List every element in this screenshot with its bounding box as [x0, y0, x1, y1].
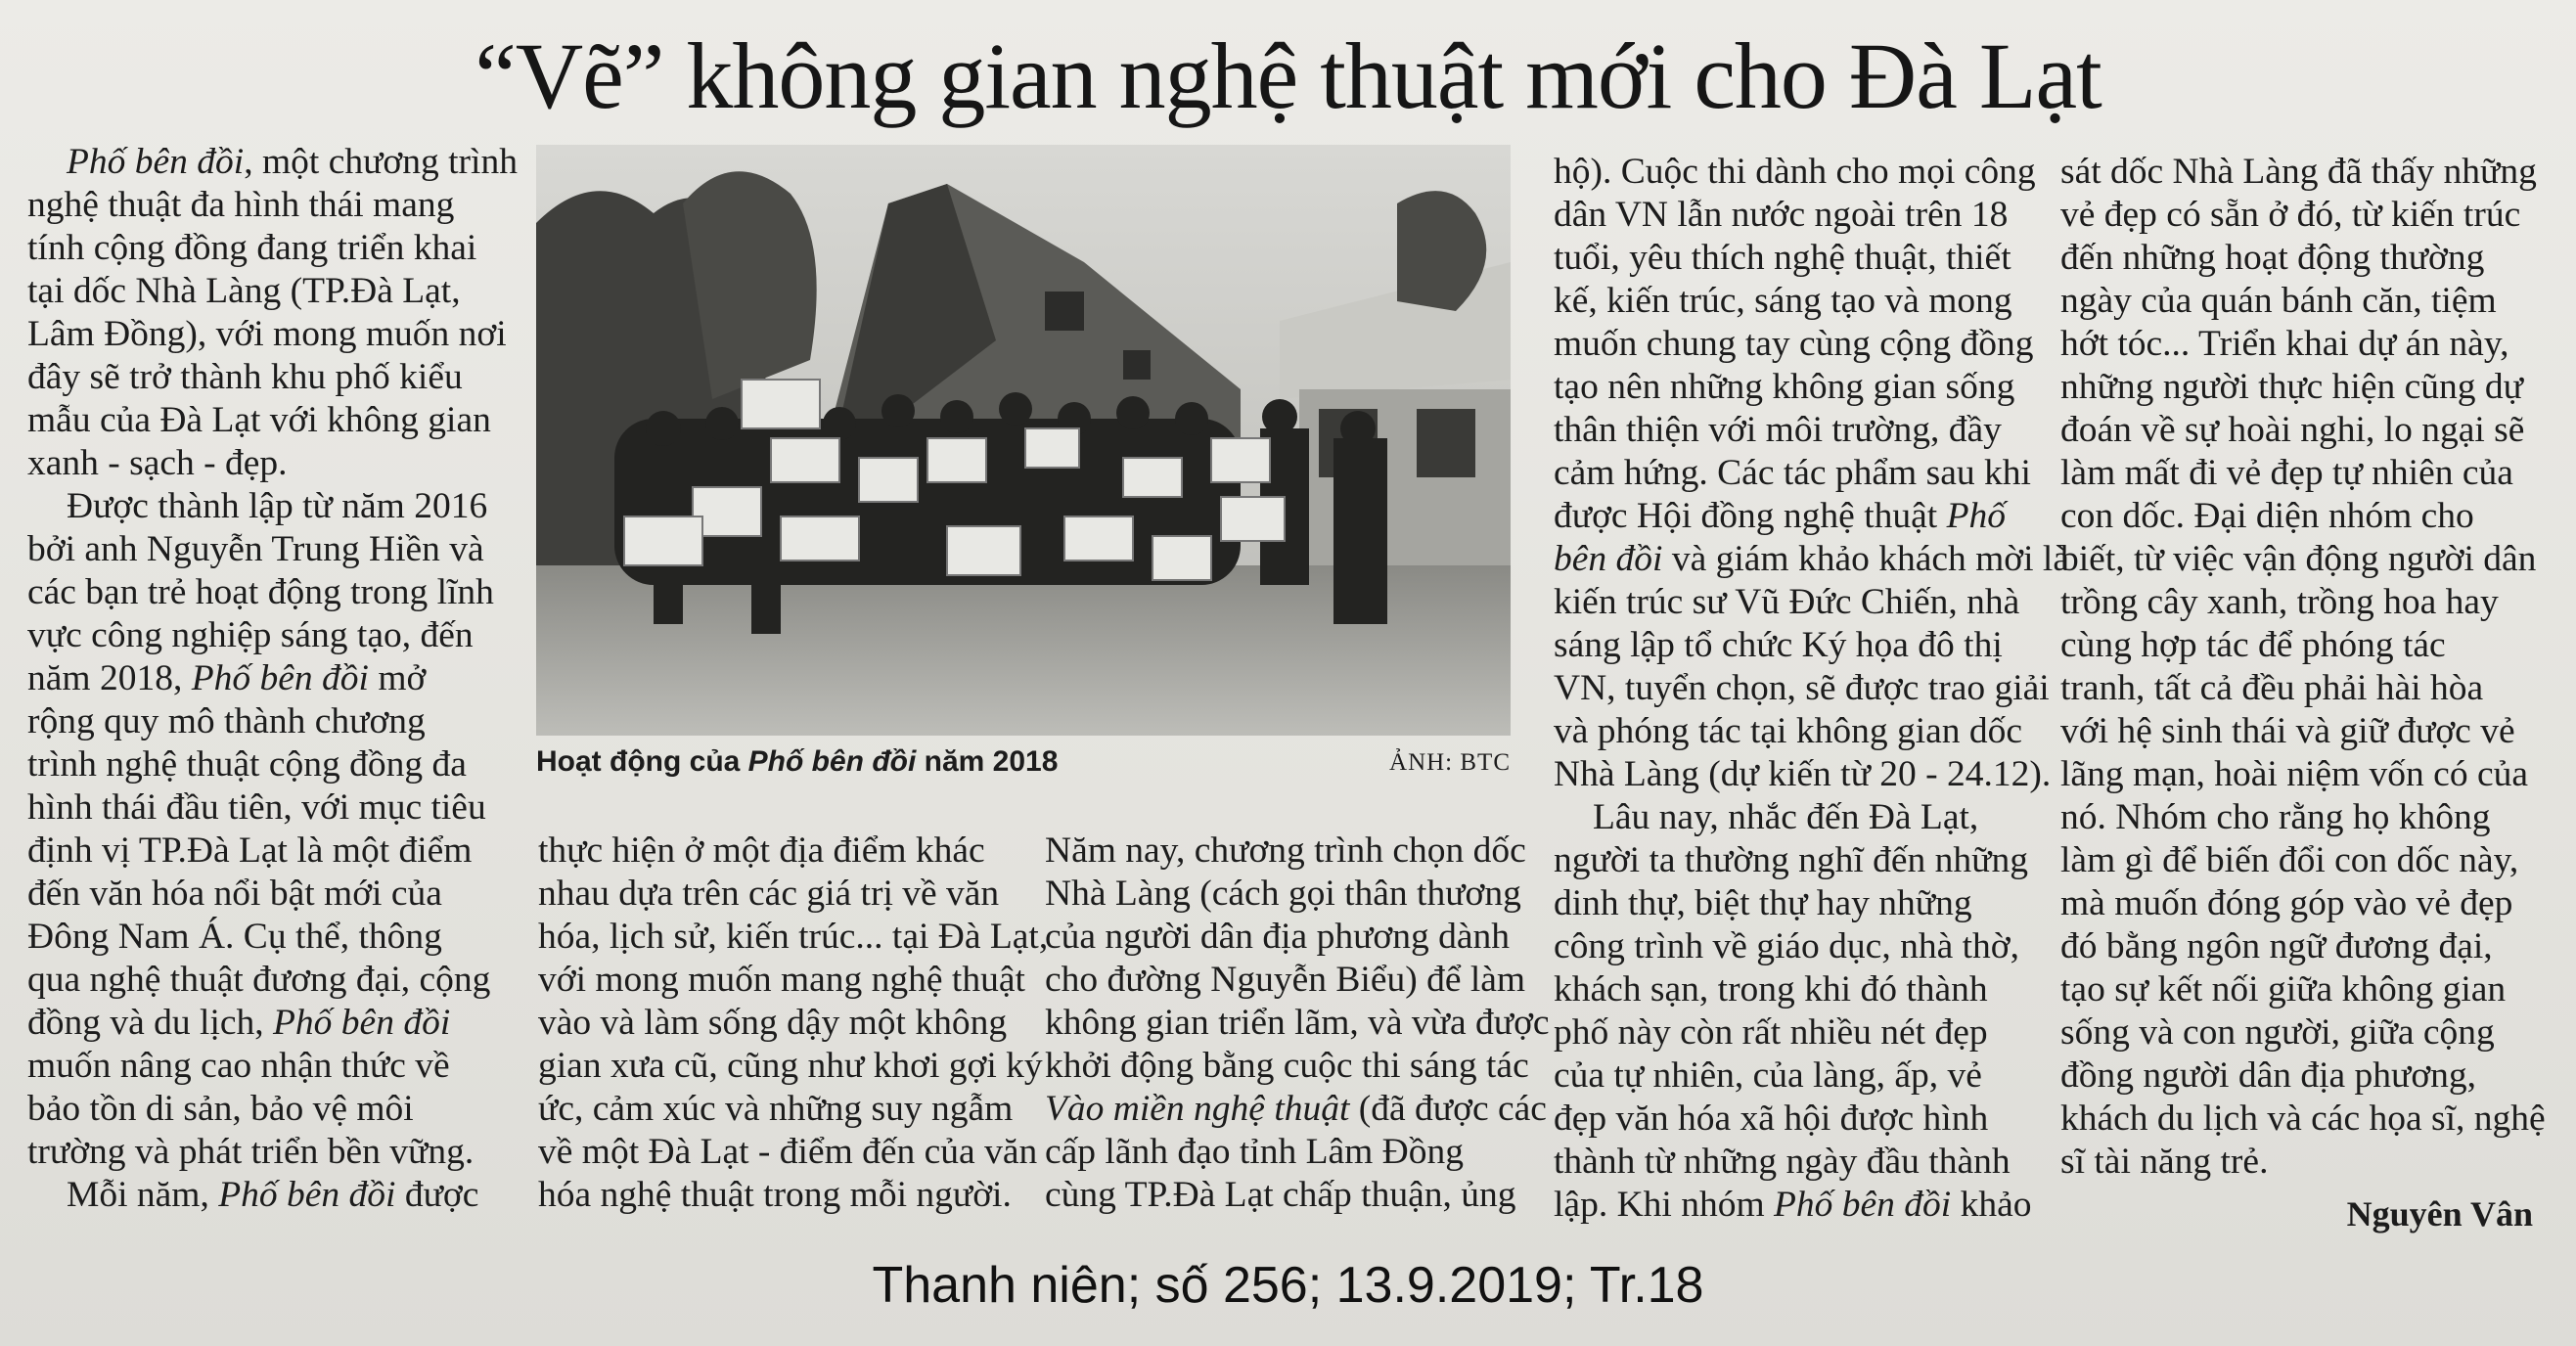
- text-line: lập. Khi nhóm Phố bên đồi khảo: [1554, 1185, 2032, 1225]
- article-column-3: [1045, 830, 1550, 1217]
- text-line: gian xưa cũ, cũng như khơi gợi ký: [538, 1046, 1043, 1086]
- text-line: ức, cảm xúc và những suy ngẫm: [538, 1089, 1014, 1129]
- text-line: Nhà Làng (dự kiến từ 20 - 24.12).: [1554, 754, 2052, 794]
- text-line: lãng mạn, hoài niệm vốn có của: [2060, 754, 2528, 794]
- text-line: cấp lãnh đạo tỉnh Lâm Đồng: [1045, 1132, 1465, 1172]
- text-line: những người thực hiện cũng dự: [2060, 367, 2523, 407]
- text-line: Năm nay, chương trình chọn dốc: [1045, 830, 1526, 871]
- text-line: vực công nghiệp sáng tạo, đến: [27, 615, 474, 655]
- text-line: thân thiện với môi trường, đầy: [1554, 410, 2002, 450]
- text-line: sáng lập tổ chức Ký họa đô thị: [1554, 625, 2003, 665]
- text-line: về một Đà Lạt - điểm đến của văn: [538, 1132, 1038, 1172]
- text-line: khởi động bằng cuộc thi sáng tác: [1045, 1046, 1529, 1086]
- text-line: khách du lịch và các họa sĩ, nghệ: [2060, 1099, 2546, 1139]
- text-line: làm mất đi vẻ đẹp tự nhiên của: [2060, 453, 2513, 493]
- text-line: xanh - sạch - đẹp.: [27, 443, 288, 483]
- text-line: tính cộng đồng đang triển khai: [27, 228, 477, 268]
- text-line: VN, tuyển chọn, sẽ được trao giải: [1554, 668, 2050, 708]
- text-line: Được thành lập từ năm 2016: [67, 486, 488, 526]
- text-line: cùng hợp tác để phóng tác: [2060, 625, 2446, 665]
- text-line: và phóng tác tại không gian dốc: [1554, 711, 2023, 751]
- text-line: năm 2018, Phố bên đồi mở: [27, 658, 427, 698]
- text-line: kế, kiến trúc, sáng tạo và mong: [1554, 281, 2012, 321]
- photo-caption: [536, 745, 1511, 785]
- text-line: Lâu nay, nhắc đến Đà Lạt,: [1593, 797, 1979, 837]
- text-line: với hệ sinh thái và giữ được vẻ: [2060, 711, 2515, 751]
- source-citation: Thanh niên; số 256; 13.9.2019; Tr.18: [872, 1257, 1704, 1314]
- text-line: dinh thự, biệt thự hay những: [1554, 883, 1972, 923]
- text-line: đoán về sự hoài nghi, lo ngại sẽ: [2060, 410, 2525, 450]
- text-line: người ta thường nghĩ đến những: [1554, 840, 2028, 880]
- article-column-4: [1554, 151, 2069, 1227]
- text-line: được Hội đồng nghệ thuật Phố: [1554, 496, 2006, 536]
- text-line: Lâm Đồng), với mong muốn nơi: [27, 314, 507, 354]
- text-line: muốn nâng cao nhận thức về: [27, 1046, 450, 1086]
- text-line: tại dốc Nhà Làng (TP.Đà Lạt,: [27, 271, 461, 311]
- text-line: công trình về giáo dục, nhà thờ,: [1554, 926, 2019, 966]
- text-line: cho đường Nguyễn Biểu) để làm: [1045, 960, 1526, 1000]
- text-line: thực hiện ở một địa điểm khác: [538, 830, 985, 871]
- text-line: khách sạn, trong khi đó thành: [1554, 969, 1988, 1010]
- text-line: Mỗi năm, Phố bên đồi được: [67, 1175, 479, 1215]
- text-line: hóa, lịch sử, kiến trúc... tại Đà Lạt,: [538, 917, 1049, 957]
- text-line: đồng và du lịch, Phố bên đồi: [27, 1003, 451, 1043]
- text-line: nó. Nhóm cho rằng họ không: [2060, 797, 2491, 837]
- text-line: phố này còn rất nhiều nét đẹp: [1554, 1012, 1988, 1053]
- text-line: với mong muốn mang nghệ thuật: [538, 960, 1025, 1000]
- text-line: biết, từ việc vận động người dân: [2060, 539, 2537, 579]
- text-line: đẹp văn hóa xã hội được hình: [1554, 1099, 1989, 1139]
- text-line: nghệ thuật đa hình thái mang: [27, 185, 455, 225]
- text-line: đây sẽ trở thành khu phố kiểu: [27, 357, 463, 397]
- text-line: trường và phát triển bền vững.: [27, 1132, 475, 1172]
- text-line: mẫu của Đà Lạt với không gian: [27, 400, 491, 440]
- caption-text: Hoạt động của Phố bên đồi năm 2018: [536, 745, 1059, 778]
- text-line: hộ). Cuộc thi dành cho mọi công: [1554, 152, 2036, 192]
- text-line: Vào miền nghệ thuật (đã được các: [1045, 1089, 1547, 1129]
- text-line: định vị TP.Đà Lạt là một điểm: [27, 830, 473, 871]
- text-line: cảm hứng. Các tác phẩm sau khi: [1554, 453, 2031, 493]
- text-line: cùng TP.Đà Lạt chấp thuận, ủng: [1045, 1175, 1516, 1215]
- text-line: sĩ tài năng trẻ.: [2060, 1142, 2269, 1182]
- text-line: tạo nên những không gian sống: [1554, 367, 2015, 407]
- text-line: Phố bên đồi, một chương trình: [67, 142, 518, 182]
- text-line: qua nghệ thuật đương đại, cộng: [27, 960, 491, 1000]
- headline: “Vẽ” không gian nghệ thuật mới cho Đà Lạt: [475, 23, 2101, 128]
- article-photo: [536, 145, 1511, 736]
- text-line: không gian triển lãm, và vừa được: [1045, 1003, 1550, 1043]
- text-line: Đông Nam Á. Cụ thể, thông: [27, 917, 442, 957]
- text-line: ngày của quán bánh căn, tiệm: [2060, 281, 2497, 321]
- text-line: bởi anh Nguyễn Trung Hiền và: [27, 529, 484, 569]
- photo-credit: ẢNH: BTC: [1389, 749, 1511, 776]
- text-line: sát dốc Nhà Làng đã thấy những: [2060, 152, 2537, 192]
- text-line: mà muốn đóng góp vào vẻ đẹp: [2060, 883, 2513, 923]
- text-line: kiến trúc sư Vũ Đức Chiến, nhà: [1554, 582, 2020, 622]
- text-line: của người dân địa phương dành: [1045, 917, 1510, 957]
- text-line: trồng cây xanh, trồng hoa hay: [2060, 582, 2499, 622]
- text-line: dân VN lẫn nước ngoài trên 18: [1554, 195, 2009, 235]
- text-line: hóa nghệ thuật trong mỗi người.: [538, 1175, 1012, 1215]
- text-line: đó bằng ngôn ngữ đương đại,: [2060, 926, 2493, 966]
- text-line: đến văn hóa nổi bật mới của: [27, 874, 442, 914]
- text-line: con dốc. Đại diện nhóm cho: [2060, 496, 2474, 536]
- text-line: đồng người dân địa phương,: [2060, 1055, 2477, 1096]
- text-line: bên đồi và giám khảo khách mời là: [1554, 539, 2069, 579]
- text-line: sống và con người, giữa cộng: [2060, 1012, 2495, 1053]
- text-line: hớt tóc... Triển khai dự án này,: [2060, 324, 2509, 364]
- text-line: tuổi, yêu thích nghệ thuật, thiết: [1554, 238, 2011, 278]
- text-line: vào và làm sống dậy một không: [538, 1003, 1008, 1043]
- text-line: rộng quy mô thành chương: [27, 701, 426, 741]
- text-line: tạo sự kết nối giữa không gian: [2060, 969, 2507, 1010]
- text-line: các bạn trẻ hoạt động trong lĩnh: [27, 572, 494, 612]
- text-line: đến những hoạt động thường: [2060, 238, 2485, 278]
- text-line: muốn chung tay cùng cộng đồng: [1554, 324, 2034, 364]
- article-column-1: [27, 141, 518, 1217]
- author-byline: Nguyên Vân: [2346, 1194, 2533, 1234]
- text-line: bảo tồn di sản, bảo vệ môi: [27, 1089, 414, 1129]
- text-line: trình nghệ thuật cộng đồng đa: [27, 744, 467, 785]
- text-line: nhau dựa trên các giá trị về văn: [538, 874, 1000, 914]
- text-line: tranh, tất cả đều phải hài hòa: [2060, 668, 2484, 708]
- text-line: Nhà Làng (cách gọi thân thương: [1045, 874, 1521, 914]
- text-line: làm gì để biến đổi con dốc này,: [2060, 840, 2519, 880]
- text-line: vẻ đẹp có sẵn ở đó, từ kiến trúc: [2060, 195, 2521, 235]
- article-column-2: [538, 830, 1049, 1217]
- text-line: hình thái đầu tiên, với mục tiêu: [27, 787, 486, 828]
- text-line: của tự nhiên, của làng, ấp, vẻ: [1554, 1055, 1982, 1096]
- photo-illustration: [536, 145, 1511, 736]
- text-line: thành từ những ngày đầu thành: [1554, 1142, 2011, 1182]
- article-column-5: [2060, 151, 2550, 1184]
